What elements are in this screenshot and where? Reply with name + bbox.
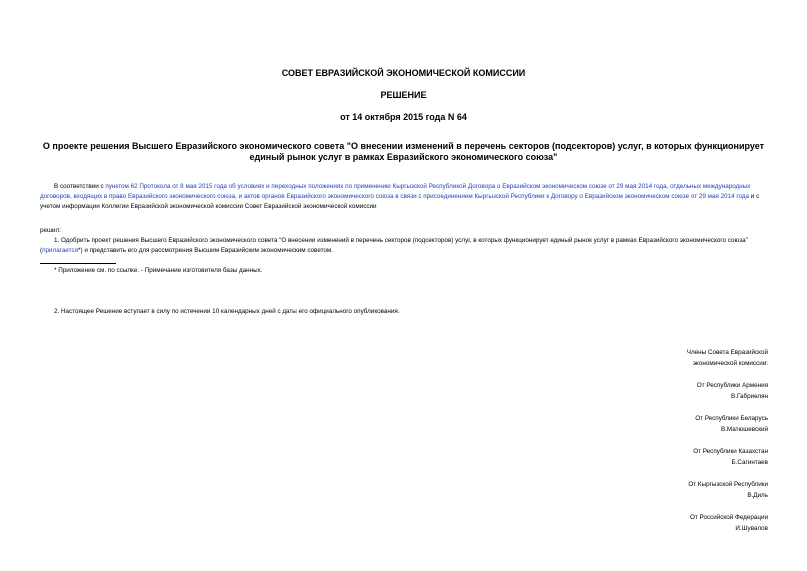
protocol-link[interactable]: пунктом 62 Протокола от 8 мая 2015 года об условиях и переходных положениях по применению Кыргызской Республикой Договора о Евразийском экономическом союзе от 29 мая 2014 года, отдельных международных договоров, входящих в право Евразийского экономического союза, и актов органов Евразийского экономического союза в связи с присоединением Кыргызской Республики к Договору о Евразийском экономическом союзе от 29 мая 2014 года: [40, 183, 751, 200]
member-belarus: [520, 413, 768, 435]
members-intro-line-1: Члены Совета Евразийской: [686, 349, 768, 356]
member-name: В.Матюшевский: [720, 426, 768, 433]
member-name: В.Диль: [747, 492, 768, 499]
member-russia: [520, 512, 768, 534]
member-country: От Республики Армения: [696, 382, 768, 389]
subject-line-2: единый рынок услуг в рамках Евразийского экономического союза": [249, 152, 558, 162]
member-country: От Республики Беларусь: [695, 415, 768, 422]
member-kyrgyzstan: [520, 479, 768, 501]
document-type: РЕШЕНИЕ: [380, 90, 427, 100]
member-kazakhstan: [520, 446, 768, 468]
document-title: СОВЕТ ЕВРАЗИЙСКОЙ ЭКОНОМИЧЕСКОЙ КОМИССИИ: [281, 68, 526, 78]
intro-prefix: В соответствии с: [54, 183, 106, 190]
member-country: От Российской Федерации: [689, 514, 768, 521]
document-subject: [40, 141, 767, 163]
document-date: от 14 октября 2015 года N 64: [340, 112, 467, 122]
decided-label: решил:: [40, 227, 61, 234]
member-armenia: [520, 380, 768, 402]
council-members-block: [520, 347, 768, 545]
item-1-after: *) и представить его для рассмотрения Высшим Евразийским экономическим советом.: [78, 247, 334, 254]
member-name: В.Габриелян: [731, 393, 768, 400]
members-intro: [520, 347, 768, 369]
item-1: [40, 236, 770, 256]
item-1-text: 1. Одобрить проект решения Высшего Евразийского экономического совета "О внесении изменений в перечень секторов (подсекторов) услуг, в которых функционирует единый рынок услуг в рамках Евразийского экономического союза" (: [40, 237, 748, 254]
member-name: И.Шувалов: [735, 525, 768, 532]
item-2: 2. Настоящее Решение вступает в силу по истечении 10 календарных дней с даты его официального опубликования.: [54, 308, 400, 315]
members-intro-line-2: экономической комиссии:: [692, 360, 768, 367]
subject-line-1: О проекте решения Высшего Евразийского экономического совета "О внесении изменений в перечень секторов (подсекторов) услуг, в которых функционирует: [42, 141, 765, 151]
intro-paragraph: [40, 182, 770, 212]
footnote-divider: [40, 263, 116, 264]
intro-suffix: и с учетом информации Коллегии Евразийской экономической комиссии Совет Евразийской экономической комиссии: [40, 193, 760, 210]
footnote: * Приложение см. по ссылке. - Примечание изготовителя базы данных.: [54, 267, 263, 274]
member-name: Б.Сагинтаев: [731, 459, 768, 466]
member-country: От Республики Казахстан: [693, 448, 768, 455]
attachment-link[interactable]: прилагается: [42, 247, 79, 254]
member-country: От Кыргызской Республики: [688, 481, 768, 488]
